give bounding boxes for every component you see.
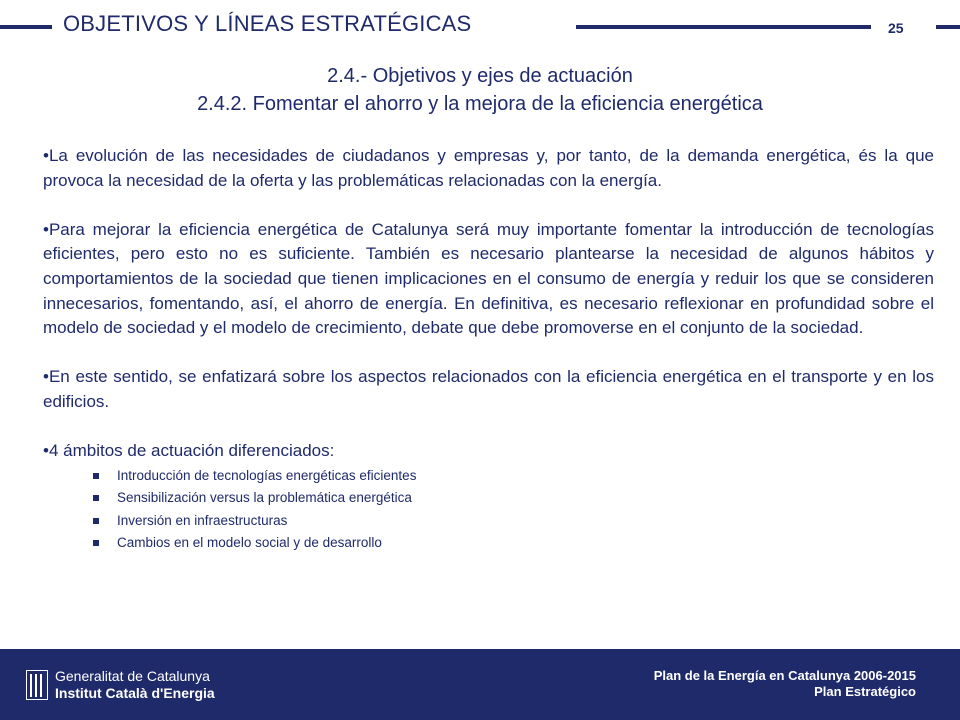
- list-item-label: Inversión en infraestructuras: [117, 512, 288, 528]
- plan-subtitle: Plan Estratégico: [814, 684, 916, 699]
- header-rule-right: [936, 25, 960, 29]
- square-bullet-icon: [93, 540, 99, 546]
- header-rule-left: [0, 25, 52, 29]
- body-content: [43, 144, 934, 555]
- generalitat-logo-icon: [26, 670, 48, 700]
- list-item-label: Cambios en el modelo social y de desarrollo: [117, 535, 382, 551]
- list-item-label: Introducción de tecnologías energéticas eficientes: [117, 467, 417, 483]
- org-name: Generalitat de Catalunya: [55, 668, 210, 684]
- list-item: [93, 465, 934, 488]
- list-item: [93, 487, 934, 510]
- paragraph-demand: •La evolución de las necesidades de ciudadanos y empresas y, por tanto, de la demanda energética, és la que provoca la necesidad de la oferta y las problemáticas relacionadas con la energía.: [43, 146, 934, 190]
- paragraph-efficiency: •Para mejorar la eficiencia energética de Catalunya será muy importante fomentar la introducción de tecnologías eficientes, pero esto no es suficiente. También es necesario plantearse la necesidad de algunos hábitos y comportamientos de la sociedad que tienen implicaciones en el consumo de energía y reduir los que se consideren innecesarios, fomentando, así, el ahorro de energía. En definitiva, es necesario reflexionar en profundidad sobre el modelo de sociedad y el modelo de crecimiento, debate que debe promoverse en el conjunto de la sociedad.: [43, 219, 934, 338]
- institute-name: Institut Català d'Energia: [55, 685, 215, 701]
- list-item: [93, 532, 934, 555]
- section-subtitle: 2.4.2. Fomentar el ahorro y la mejora de la eficiencia energética: [197, 93, 763, 115]
- list-item: [93, 510, 934, 533]
- paragraph-transport: •En este sentido, se enfatizará sobre los aspectos relacionados con la eficiencia energética en el transporte y en los edificios.: [43, 367, 934, 411]
- page-number: 25: [888, 20, 904, 36]
- square-bullet-icon: [93, 473, 99, 479]
- list-item-label: Sensibilización versus la problemática energética: [117, 490, 412, 506]
- square-bullet-icon: [93, 495, 99, 501]
- plan-title: Plan de la Energía en Catalunya 2006-2015: [653, 668, 916, 683]
- footer-bar: [0, 649, 960, 720]
- header-title: OBJETIVOS Y LÍNEAS ESTRATÉGICAS: [63, 11, 472, 36]
- section-title: 2.4.- Objetivos y ejes de actuación: [327, 65, 633, 87]
- header-rule-middle: [576, 25, 871, 29]
- square-bullet-icon: [93, 518, 99, 524]
- paragraph-scopes: •4 ámbitos de actuación diferenciados:: [43, 441, 335, 461]
- scopes-list: [43, 465, 934, 555]
